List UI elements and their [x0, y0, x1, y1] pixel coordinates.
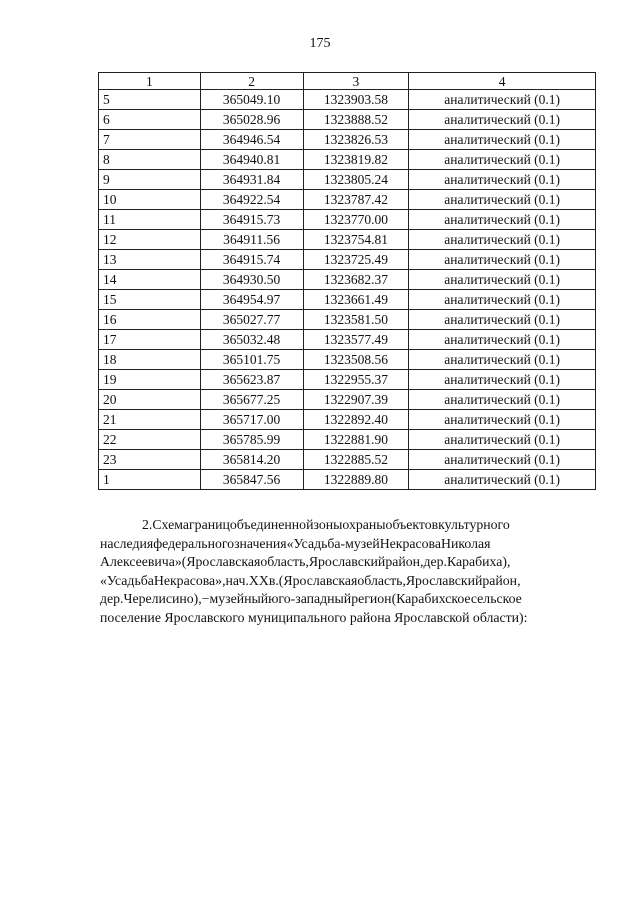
point-number-cell: 12 [99, 230, 201, 250]
x-coordinate-cell: 364922.54 [200, 190, 303, 210]
table-row [99, 270, 596, 290]
point-number-cell: 11 [99, 210, 201, 230]
page-number: 175 [309, 36, 331, 51]
table-row [99, 210, 596, 230]
x-coordinate-cell: 364911.56 [200, 230, 303, 250]
paragraph-line: «УсадьбаНекрасова»,нач.XXв.(Ярославскаяобласть,Ярославскийрайон, [100, 572, 521, 588]
paragraph-line: 2.Схемаграницобъединеннойзоныохраныобъектовкультурного [142, 517, 510, 532]
y-coordinate-cell: 1323805.24 [303, 170, 409, 190]
y-coordinate-cell: 1322955.37 [303, 370, 409, 390]
table-row [99, 370, 596, 390]
x-coordinate-cell: 364930.50 [200, 270, 303, 290]
point-number-cell: 20 [99, 390, 201, 410]
table-row [99, 130, 596, 150]
paragraph-line: дер.Черелисино),−музейныйюго-западныйрегион(Карабихскоесельское [100, 591, 522, 607]
y-coordinate-cell: 1323826.53 [303, 130, 409, 150]
method-cell: аналитический (0.1) [409, 250, 596, 270]
method-cell: аналитический (0.1) [409, 270, 596, 290]
y-coordinate-cell: 1323903.58 [303, 90, 409, 110]
y-coordinate-cell: 1323770.00 [303, 210, 409, 230]
method-cell: аналитический (0.1) [409, 390, 596, 410]
x-coordinate-cell: 364915.74 [200, 250, 303, 270]
y-coordinate-cell: 1323787.42 [303, 190, 409, 210]
y-coordinate-cell: 1323725.49 [303, 250, 409, 270]
method-cell: аналитический (0.1) [409, 410, 596, 430]
point-number-cell: 23 [99, 450, 201, 470]
y-coordinate-cell: 1323819.82 [303, 150, 409, 170]
column-header-number: 1 [99, 73, 201, 90]
x-coordinate-cell: 365032.48 [200, 330, 303, 350]
point-number-cell: 8 [99, 150, 201, 170]
point-number-cell: 14 [99, 270, 201, 290]
table-row [99, 290, 596, 310]
y-coordinate-cell: 1322889.80 [303, 470, 409, 490]
x-coordinate-cell: 365814.20 [200, 450, 303, 470]
y-coordinate-cell: 1323754.81 [303, 230, 409, 250]
y-coordinate-cell: 1323661.49 [303, 290, 409, 310]
method-cell: аналитический (0.1) [409, 350, 596, 370]
x-coordinate-cell: 365847.56 [200, 470, 303, 490]
point-number-cell: 18 [99, 350, 201, 370]
table-row [99, 450, 596, 470]
x-coordinate-cell: 364931.84 [200, 170, 303, 190]
x-coordinate-cell: 365623.87 [200, 370, 303, 390]
table-row [99, 470, 596, 490]
method-cell: аналитический (0.1) [409, 450, 596, 470]
method-cell: аналитический (0.1) [409, 430, 596, 450]
x-coordinate-cell: 364915.73 [200, 210, 303, 230]
point-number-cell: 9 [99, 170, 201, 190]
y-coordinate-cell: 1322892.40 [303, 410, 409, 430]
column-header-y: 3 [303, 73, 409, 90]
x-coordinate-cell: 365101.75 [200, 350, 303, 370]
y-coordinate-cell: 1323888.52 [303, 110, 409, 130]
y-coordinate-cell: 1323508.56 [303, 350, 409, 370]
point-number-cell: 15 [99, 290, 201, 310]
y-coordinate-cell: 1323581.50 [303, 310, 409, 330]
method-cell: аналитический (0.1) [409, 210, 596, 230]
x-coordinate-cell: 365028.96 [200, 110, 303, 130]
x-coordinate-cell: 365049.10 [200, 90, 303, 110]
point-number-cell: 16 [99, 310, 201, 330]
method-cell: аналитический (0.1) [409, 230, 596, 250]
y-coordinate-cell: 1323577.49 [303, 330, 409, 350]
column-header-x: 2 [200, 73, 303, 90]
table-row [99, 170, 596, 190]
point-number-cell: 21 [99, 410, 201, 430]
paragraph-line: Алексеевича»(Ярославскаяобласть,Ярославскийрайон,дер.Карабиха), [100, 554, 511, 570]
column-header-method: 4 [409, 73, 596, 90]
point-number-cell: 22 [99, 430, 201, 450]
table-row [99, 90, 596, 110]
point-number-cell: 7 [99, 130, 201, 150]
method-cell: аналитический (0.1) [409, 330, 596, 350]
point-number-cell: 6 [99, 110, 201, 130]
table-row [99, 190, 596, 210]
point-number-cell: 1 [99, 470, 201, 490]
point-number-cell: 10 [99, 190, 201, 210]
table-row [99, 110, 596, 130]
y-coordinate-cell: 1322907.39 [303, 390, 409, 410]
point-number-cell: 13 [99, 250, 201, 270]
coordinates-table [98, 72, 596, 490]
paragraph-line: поселение Ярославского муниципального района Ярославской области): [100, 609, 528, 625]
paragraph-line: наследияфедеральногозначения«Усадьба-музейНекрасоваНиколая [100, 535, 491, 551]
table-row [99, 310, 596, 330]
method-cell: аналитический (0.1) [409, 110, 596, 130]
x-coordinate-cell: 365677.25 [200, 390, 303, 410]
method-cell: аналитический (0.1) [409, 130, 596, 150]
table-row [99, 430, 596, 450]
method-cell: аналитический (0.1) [409, 310, 596, 330]
y-coordinate-cell: 1322881.90 [303, 430, 409, 450]
table-row [99, 250, 596, 270]
table-row [99, 150, 596, 170]
x-coordinate-cell: 364954.97 [200, 290, 303, 310]
table-header-row [99, 73, 596, 90]
method-cell: аналитический (0.1) [409, 370, 596, 390]
x-coordinate-cell: 364940.81 [200, 150, 303, 170]
x-coordinate-cell: 365027.77 [200, 310, 303, 330]
table-row [99, 350, 596, 370]
scheme-description-paragraph [100, 516, 602, 628]
table-row [99, 410, 596, 430]
x-coordinate-cell: 365717.00 [200, 410, 303, 430]
table-row [99, 330, 596, 350]
method-cell: аналитический (0.1) [409, 290, 596, 310]
point-number-cell: 17 [99, 330, 201, 350]
method-cell: аналитический (0.1) [409, 470, 596, 490]
point-number-cell: 5 [99, 90, 201, 110]
method-cell: аналитический (0.1) [409, 170, 596, 190]
method-cell: аналитический (0.1) [409, 190, 596, 210]
y-coordinate-cell: 1322885.52 [303, 450, 409, 470]
point-number-cell: 19 [99, 370, 201, 390]
x-coordinate-cell: 365785.99 [200, 430, 303, 450]
method-cell: аналитический (0.1) [409, 90, 596, 110]
y-coordinate-cell: 1323682.37 [303, 270, 409, 290]
table-row [99, 390, 596, 410]
table-row [99, 230, 596, 250]
x-coordinate-cell: 364946.54 [200, 130, 303, 150]
method-cell: аналитический (0.1) [409, 150, 596, 170]
